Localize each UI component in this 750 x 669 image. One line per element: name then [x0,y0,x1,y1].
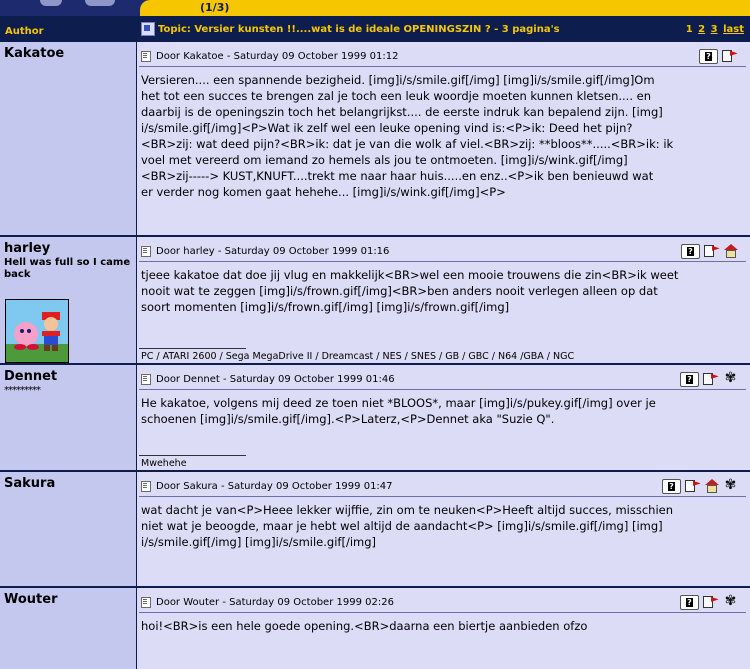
quote-icon[interactable]: ? [680,595,699,610]
post-icon [141,51,151,62]
post-content-cell [137,588,750,669]
post-actions [681,244,738,259]
post-separator [0,470,750,471]
user-rank-stars: ********* [4,385,40,396]
quote-icon[interactable]: ? [681,244,700,259]
top-decoration [85,0,115,6]
post-meta [141,374,395,385]
author-name[interactable]: Dennet [4,369,58,384]
post-body: hoi!<BR>is een hele goede opening.<BR>daarna een biertje aanbieden ofzo [141,619,588,633]
top-tab [140,0,750,16]
reply-icon[interactable] [704,244,720,257]
reply-icon[interactable] [685,479,701,492]
author-name[interactable]: Sakura [4,476,56,491]
post-body: tjeee kakatoe dat doe jij vlug en makkelijk<BR>wel een mooie trouwens die zin<BR>ik weet nooit wat te zeggen [img]i/s/frown.gif[/img]<BR>ben anders nooit verlegen alleen op dat soort momenten [img]i/s/frown.gif[/img] [img]i/s/frown.gif[/img] [141,268,679,314]
post-author-cell [0,237,136,364]
post-dennet [0,365,750,471]
post-meta [141,481,393,492]
reply-icon[interactable] [722,49,738,62]
post-date: Door harley - Saturday 09 October 1999 01:16 [156,246,390,257]
post-body: wat dacht je van<P>Heee lekker wijffie, zin om te neuken<P>Heeft altijd succes, misschien niet wat je beoogde, maar je hebt wel altijd de aandacht<P> [img]i/s/smile.gif[/img] [img] i/s/smile.gif[/img] [img]i/s/smile.gif[/img] [141,503,674,549]
post-body: Versieren.... een spannende bezigheid. [img]i/s/smile.gif[/img] [img]i/s/smile.gif[/img]Om het tot een succes te brengen zal je toch een leuk woordje moeten kunnen kletsen.... en daarbij is de openingszin toch het belangrijkst.... de eerste indruk kan bepalend zijn. [img] i/s/smile.gif[/img]<P>Wat ik zelf wel een leuke opening vind is:<P>ik: Deed het pijn? <BR>zij: wat deed pijn?<BR>ik: dat je van die wolk af viel.<BR>zij: **bloos**.....<BR>ik: ik voel met vereerd om iemand zo hemels als jou te ontmoeten. [img]i/s/wink.gif[/img] <BR>zij-----> KUST,KNUFT....trekt me naar haar huis.....en enz..<P>ik ben benieuwd wat er verder nog komen gaat hehehe... [img]i/s/wink.gif[/img]<P> [141,73,674,199]
post-content-cell [137,365,750,471]
signature-divider [139,348,246,349]
quote-icon[interactable]: ? [680,372,699,387]
author-name[interactable]: Wouter [4,592,58,607]
reply-icon[interactable] [703,595,719,608]
user-title: Hell was full so I came back [4,257,131,280]
post-separator [0,363,750,364]
post-actions [662,479,738,494]
post-separator [0,586,750,587]
post-meta [141,51,398,62]
post-date: Door Sakura - Saturday 09 October 1999 01:47 [156,481,393,492]
post-date: Door Wouter - Saturday 09 October 1999 02:26 [156,597,394,608]
post-content-cell [137,472,750,587]
post-kakatoe [0,42,750,236]
post-author-cell [0,42,136,236]
post-divider [139,496,746,497]
author-column-label: Author [5,26,44,37]
page-link-2[interactable]: 2 [698,24,706,35]
post-content-cell [137,237,750,364]
author-name[interactable]: Kakatoe [4,46,65,61]
quote-icon[interactable]: ? [699,49,718,64]
author-name[interactable]: harley [4,241,51,256]
page-link-last[interactable]: last [723,24,744,35]
post-sakura [0,472,750,587]
top-decoration [40,0,62,6]
post-separator [0,235,750,236]
post-divider [139,261,746,262]
avatar [5,299,69,363]
post-actions [680,372,738,387]
post-icon [141,597,151,608]
post-wouter [0,588,750,669]
post-divider [139,612,746,613]
post-actions [699,49,738,64]
quote-icon[interactable]: ? [662,479,681,494]
post-meta [141,597,394,608]
thread-header [0,18,750,40]
post-harley [0,237,750,364]
signature: Mwehehe [141,458,187,469]
post-icon [141,246,151,257]
post-actions [680,595,738,610]
icq-icon[interactable]: ✾ [724,593,737,609]
reply-icon[interactable] [703,372,719,385]
post-author-cell [0,472,136,587]
post-icon [141,374,151,385]
top-bar [0,0,750,16]
post-date: Door Kakatoe - Saturday 09 October 1999 01:12 [156,51,399,62]
post-divider [139,389,746,390]
page-links [686,24,744,35]
topic-title: Topic: Versier kunsten !!....wat is de ideale OPENINGSZIN ? - 3 pagina's [158,24,560,35]
post-author-cell [0,365,136,471]
post-date: Door Dennet - Saturday 09 October 1999 01:46 [156,374,395,385]
homepage-icon[interactable] [705,479,719,492]
page-number-current: 1 [685,24,693,35]
icq-icon[interactable]: ✾ [724,477,737,493]
topic-icon [141,22,155,36]
icq-icon[interactable]: ✾ [724,370,737,386]
post-icon [141,481,151,492]
homepage-icon[interactable] [724,244,738,257]
post-meta [141,246,389,257]
post-divider [139,66,746,67]
signature-divider [139,455,246,456]
post-content-cell [137,42,750,236]
post-body: He kakatoe, volgens mij deed ze toen niet *BLOOS*, maar [img]i/s/pukey.gif[/img] over je schoenen [img]i/s/smile.gif[/img].<P>Laterz,<P>Dennet aka "Suzie Q". [141,396,656,426]
page-indicator: (1/3) [200,1,230,14]
signature: PC / ATARI 2600 / Sega MegaDrive II / Dreamcast / NES / SNES / GB / GBC / N64 /GBA / NGC [141,351,575,362]
page-link-3[interactable]: 3 [710,24,718,35]
post-author-cell [0,588,136,669]
